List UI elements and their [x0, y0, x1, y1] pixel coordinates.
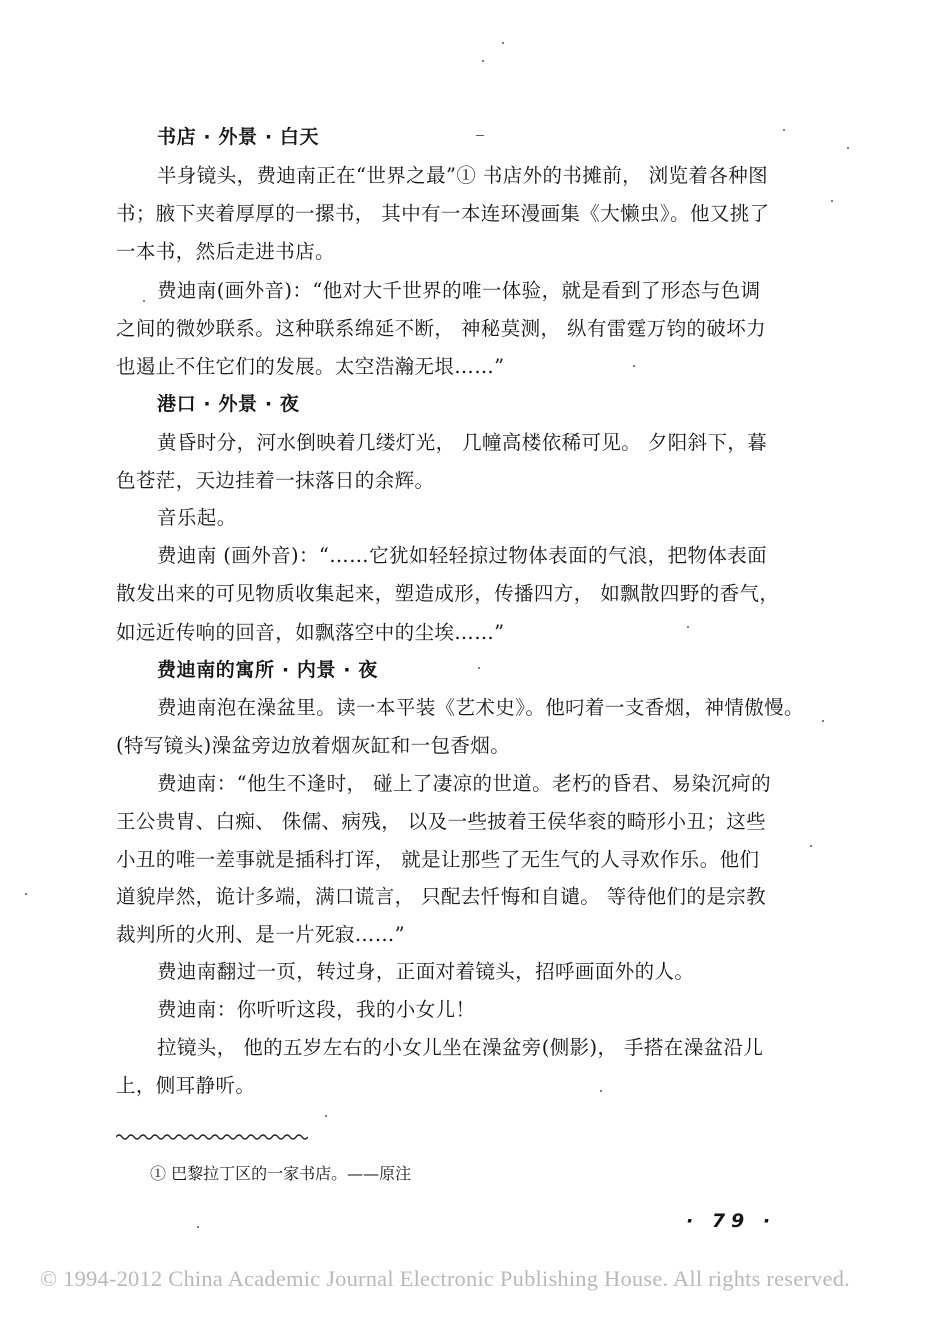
scan-speck: [476, 135, 484, 136]
text-line: 黄昏时分，河水倒映着几缕灯光， 几幢高楼依稀可见。 夕阳斜下，暮: [157, 431, 768, 454]
page-number: · 79 ·: [686, 1210, 777, 1232]
scan-speck: [687, 626, 689, 628]
text-line: 王公贵胄、白痴、 侏儒、病残， 以及一些披着王侯华衮的畸形小丑；这些: [116, 810, 766, 833]
scan-speck: [810, 845, 812, 847]
text-line: 费迪南 (画外音)：“……它犹如轻轻掠过物体表面的气浪，把物体表面: [157, 544, 768, 567]
text-line: 半身镜头，费迪南正在“世界之最”① 书店外的书摊前， 浏览着各种图: [157, 164, 769, 187]
scan-speck: [25, 893, 27, 895]
scan-speck: [482, 60, 484, 62]
text-line: 色苍茫，天边挂着一抹落日的余辉。: [116, 469, 435, 492]
scan-speck: [478, 667, 480, 669]
text-line: 也遏止不住它们的发展。太空浩瀚无垠……”: [116, 355, 505, 378]
text-line: 散发出来的可见物质收集起来，塑造成形，传播四方， 如飘散四野的香气，: [116, 582, 780, 605]
copyright-notice: © 1994-2012 China Academic Journal Electronic Publishing House. All rights reserved.: [40, 1266, 851, 1291]
scene-heading: 港口 · 外景 · 夜: [157, 393, 300, 415]
scan-speck: [143, 300, 145, 302]
scan-speck: [783, 129, 785, 131]
scan-speck: [600, 1090, 602, 1092]
text-line: 道貌岸然，诡计多端，满口谎言， 只配去忏悔和自谴。 等待他们的是宗教: [116, 885, 766, 908]
scan-speck: [633, 365, 635, 367]
scan-speck: [822, 720, 824, 722]
scan-speck: [847, 147, 849, 149]
text-line: 费迪南：你听听这段，我的小女儿！: [157, 998, 476, 1021]
scene-heading: 费迪南的寓所 · 内景 · 夜: [157, 659, 378, 681]
footnote-divider: [116, 1133, 308, 1141]
scan-speck: [831, 200, 833, 202]
text-line: 费迪南(画外音)：“他对大千世界的唯一体验，就是看到了形态与色调: [157, 279, 761, 302]
footnote: ① 巴黎拉丁区的一家书店。——原注: [150, 1164, 412, 1183]
scan-speck: [325, 1115, 327, 1117]
text-line: 如远近传响的回音，如飘落空中的尘埃……”: [116, 621, 505, 644]
text-line: 书；腋下夹着厚厚的一摞书， 其中有一本连环漫画集《大懒虫》。他又挑了: [116, 202, 770, 225]
text-line: 拉镜头， 他的五岁左右的小女儿坐在澡盆旁(侧影)， 手搭在澡盆沿儿: [157, 1036, 764, 1059]
text-line: 小丑的唯一差事就是插科打诨， 就是让那些了无生气的人寻欢作乐。他们: [116, 848, 760, 871]
text-line: 裁判所的火刑、是一片死寂……”: [116, 923, 405, 946]
text-line: 音乐起。: [157, 506, 237, 529]
text-line: 一本书，然后走进书店。: [116, 240, 335, 263]
text-line: (特写镜头)澡盆旁边放着烟灰缸和一包香烟。: [116, 734, 511, 757]
text-line: 之间的微妙联系。这种联系绵延不断， 神秘莫测， 纵有雷霆万钧的破坏力: [116, 317, 766, 340]
text-line: 费迪南：“他生不逢时， 碰上了凄凉的世道。老朽的昏君、易染沉疴的: [157, 772, 771, 795]
text-line: 费迪南泡在澡盆里。读一本平装《艺术史》。他叼着一支香烟，神情傲慢。: [157, 696, 804, 719]
scene-heading: 书店 · 外景 · 白天: [157, 126, 320, 148]
text-line: 上，侧耳静听。: [116, 1074, 256, 1097]
scan-speck: [197, 1226, 199, 1228]
text-line: 费迪南翻过一页，转过身，正面对着镜头，招呼画面外的人。: [157, 960, 695, 983]
scan-speck: [502, 42, 504, 44]
